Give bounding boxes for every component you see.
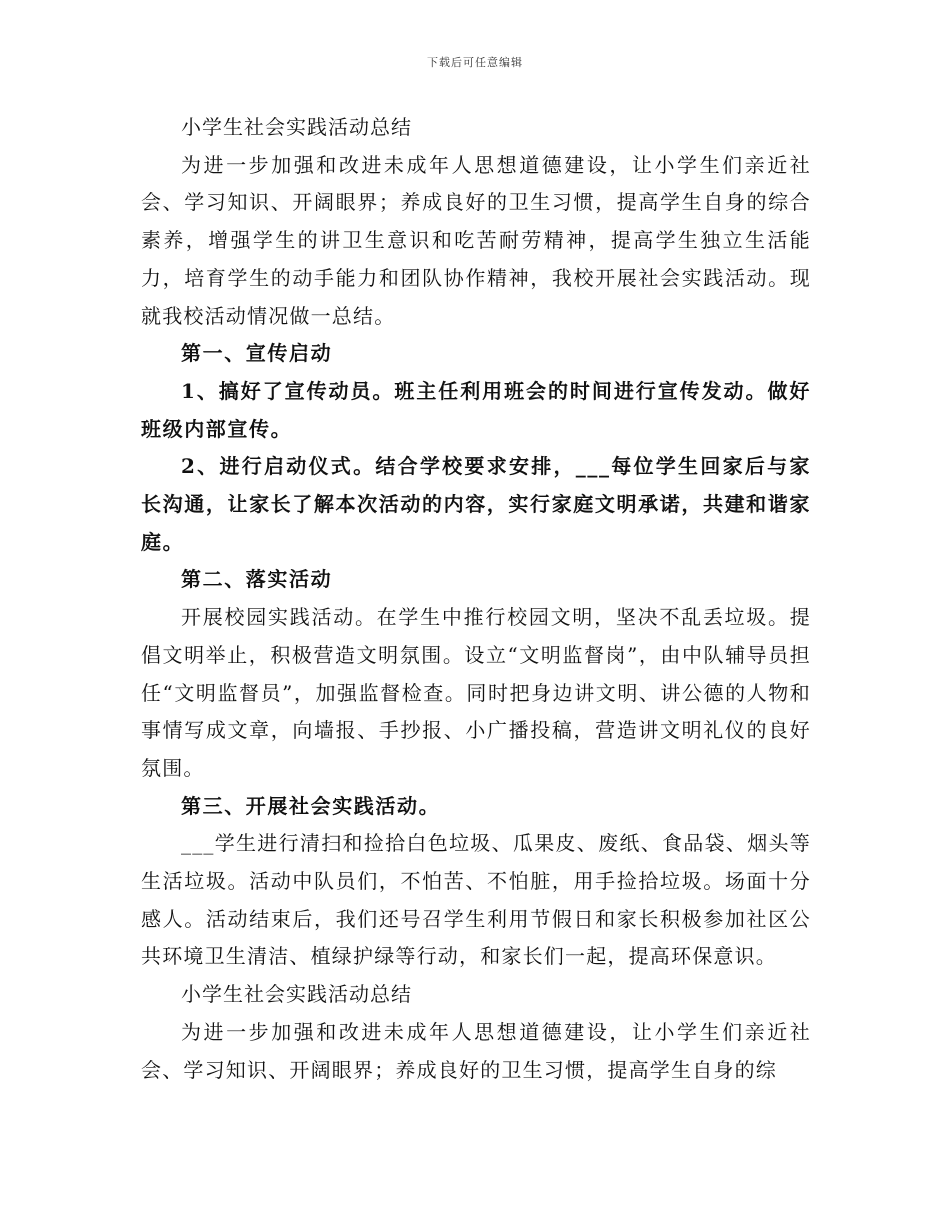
header-note: 下载后可任意编辑 bbox=[427, 56, 523, 69]
section-heading: 第一、宣传启动 bbox=[181, 341, 333, 366]
section-heading: 第三、开展社会实践活动。 bbox=[181, 793, 441, 818]
numbered-item: 2、进行启动仪式。结合学校要求安排，___每位学生回家后与家长沟通，让家长了解本次活动的内容，实行家庭文明承诺，共建和谐家庭。 bbox=[141, 454, 811, 554]
numbered-item: 1、搞好了宣传动员。班主任利用班会的时间进行宣传发动。做好班级内部宣传。 bbox=[141, 378, 811, 441]
document-body bbox=[141, 109, 811, 1089]
section-heading: 第二、落实活动 bbox=[181, 567, 333, 592]
doc-title: 小学生社会实践活动总结 bbox=[181, 115, 412, 139]
intro-paragraph: 为进一步加强和改进未成年人思想道德建设，让小学生们亲近社会、学习知识、开阔眼界；养成良好的卫生习惯，提高学生自身的综 bbox=[141, 1019, 811, 1082]
body-paragraph: 开展校园实践活动。在学生中推行校园文明，坚决不乱丢垃圾。提倡文明举止，积极营造文明氛围。设立“文明监督岗”，由中队辅导员担任“文明监督员”，加强监督检查。同时把身边讲文明、讲公德的人物和事情写成文章，向墙报、手抄报、小广播投稿，营造讲文明礼仪的良好氛围。 bbox=[141, 605, 811, 780]
body-paragraph: ___学生进行清扫和捡拾白色垃圾、瓜果皮、废纸、食品袋、烟头等生活垃圾。活动中队员们，不怕苦、不怕脏，用手捡拾垃圾。场面十分感人。活动结束后，我们还号召学生利用节假日和家长积极参加社区公共环境卫生清洁、植绿护绿等行动，和家长们一起，提高环保意识。 bbox=[141, 831, 811, 969]
doc-title: 小学生社会实践活动总结 bbox=[181, 982, 412, 1007]
intro-paragraph: 为进一步加强和改进未成年人思想道德建设，让小学生们亲近社会、学习知识、开阔眼界；养成良好的卫生习惯，提高学生自身的综合素养，增强学生的讲卫生意识和吃苦耐劳精神，提高学生独立生活能力，培育学生的动手能力和团队协作精神，我校开展社会实践活动。现就我校活动情况做一总结。 bbox=[141, 152, 811, 328]
